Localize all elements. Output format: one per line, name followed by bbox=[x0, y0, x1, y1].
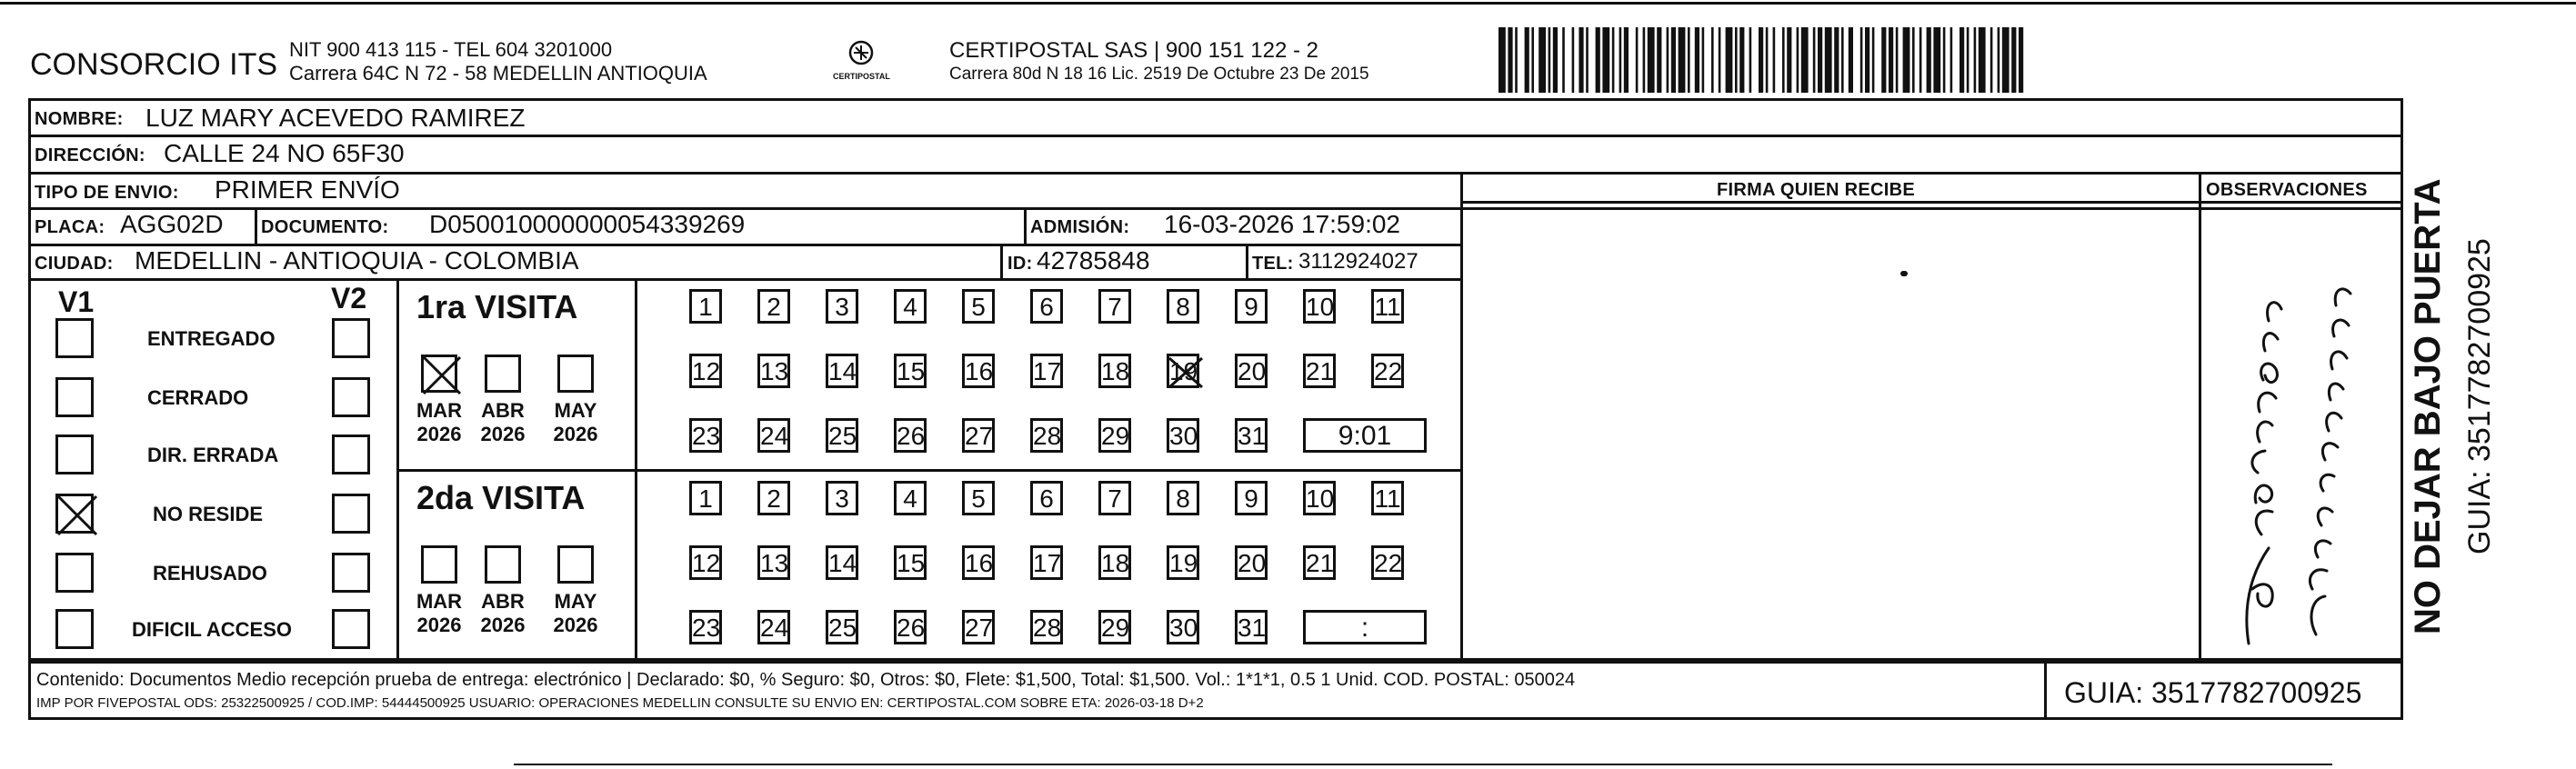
day-box[interactable]: 7 bbox=[1098, 481, 1131, 515]
status-label: ENTREGADO bbox=[147, 327, 276, 350]
ciudad-value: MEDELLIN - ANTIOQUIA - COLOMBIA bbox=[135, 246, 579, 275]
admision-value: 16-03-2026 17:59:02 bbox=[1164, 210, 1400, 238]
day-box[interactable]: 20 bbox=[1235, 545, 1268, 580]
tipo-envio-label: TIPO DE ENVIO: bbox=[35, 183, 179, 203]
signature-mark bbox=[1900, 271, 1908, 276]
placa-label: PLACA: bbox=[35, 217, 105, 237]
day-box[interactable]: 4 bbox=[894, 481, 927, 515]
day-box[interactable]: 7 bbox=[1098, 289, 1131, 324]
v1-checkbox[interactable] bbox=[55, 553, 94, 593]
status-label: NO RESIDE bbox=[153, 503, 264, 525]
month-checkbox-abr[interactable] bbox=[485, 545, 521, 584]
v2-checkbox[interactable] bbox=[332, 609, 370, 649]
day-box[interactable]: 14 bbox=[826, 545, 858, 580]
day-box[interactable]: 31 bbox=[1235, 610, 1268, 644]
month-label: ABR bbox=[481, 399, 525, 422]
day-box[interactable]: 14 bbox=[826, 354, 858, 388]
year-label: 2026 bbox=[553, 614, 598, 636]
month-checkbox-mar[interactable] bbox=[421, 545, 457, 584]
certipostal-license: Carrera 80d N 18 16 Lic. 2519 De Octubre 23 De 2015 bbox=[949, 65, 1369, 84]
month-checkbox-may[interactable] bbox=[557, 545, 594, 584]
day-box[interactable]: 28 bbox=[1030, 418, 1063, 453]
handwritten-observations bbox=[2205, 207, 2401, 657]
day-box[interactable]: 29 bbox=[1098, 418, 1131, 453]
year-label: 2026 bbox=[416, 423, 462, 445]
footer-guia: GUIA: 3517782700925 bbox=[2064, 676, 2362, 709]
company-nit: NIT 900 413 115 - TEL 604 3201000 bbox=[289, 38, 613, 61]
day-box[interactable]: 22 bbox=[1371, 354, 1404, 388]
month-label: MAY bbox=[554, 590, 597, 613]
day-box[interactable]: 22 bbox=[1371, 545, 1404, 580]
v1-checkbox[interactable] bbox=[55, 377, 94, 417]
day-box[interactable]: 13 bbox=[757, 354, 790, 388]
observaciones-header: OBSERVACIONES bbox=[2206, 180, 2368, 200]
v2-checkbox[interactable] bbox=[332, 318, 370, 358]
day-box[interactable]: 30 bbox=[1167, 418, 1199, 453]
status-label: DIR. ERRADA bbox=[147, 444, 279, 466]
day-box[interactable]: 17 bbox=[1030, 354, 1063, 388]
day-box[interactable]: 28 bbox=[1030, 610, 1063, 644]
day-box[interactable]: 15 bbox=[894, 545, 927, 580]
day-box[interactable]: 21 bbox=[1303, 545, 1336, 580]
day-box[interactable]: 26 bbox=[894, 418, 927, 453]
day-box[interactable]: 29 bbox=[1098, 610, 1131, 644]
month-checkbox-may[interactable] bbox=[557, 355, 594, 393]
id-value: 42785848 bbox=[1037, 246, 1150, 275]
day-box[interactable]: 1 bbox=[689, 481, 722, 515]
v1-header: V1 bbox=[58, 285, 95, 318]
day-box[interactable]: 26 bbox=[894, 610, 927, 644]
id-label: ID: bbox=[1007, 254, 1033, 274]
day-box[interactable]: 1 bbox=[689, 289, 722, 324]
time-box[interactable]: : bbox=[1303, 610, 1427, 644]
company-name: CONSORCIO ITS bbox=[30, 47, 278, 82]
day-box[interactable]: 5 bbox=[962, 289, 995, 324]
v2-checkbox[interactable] bbox=[332, 494, 370, 534]
documento-value: D050010000000054339269 bbox=[429, 210, 746, 238]
status-label: REHUSADO bbox=[153, 562, 267, 584]
side-warning: NO DEJAR BAJO PUERTA bbox=[2408, 178, 2448, 634]
nombre-label: NOMBRE: bbox=[35, 109, 124, 129]
month-checkbox-abr[interactable] bbox=[485, 355, 521, 393]
day-box[interactable]: 25 bbox=[826, 610, 858, 644]
status-label: CERRADO bbox=[147, 386, 249, 409]
certipostal-logo bbox=[829, 38, 893, 89]
tipo-envio-value: PRIMER ENVÍO bbox=[215, 175, 400, 204]
v2-checkbox[interactable] bbox=[332, 434, 370, 474]
day-box[interactable]: 16 bbox=[962, 354, 995, 388]
day-box[interactable]: 20 bbox=[1235, 354, 1268, 388]
v2-header: V2 bbox=[331, 282, 367, 315]
day-box[interactable]: 11 bbox=[1371, 481, 1404, 515]
year-label: 2026 bbox=[480, 423, 526, 445]
footer-content-line: Contenido: Documentos Medio recepción prueba de entrega: electrónico | Declarado: $0, % Seguro: $0, Otros: $0, Flete: $1,500, Total: $1,500. Vol.: 1*1*1, 0.5 1 Unid. COD. POSTAL: 050024 bbox=[36, 670, 1576, 690]
status-label: DIFICIL ACCESO bbox=[132, 618, 293, 641]
day-box[interactable]: 19 bbox=[1167, 354, 1199, 388]
logo-text: CERTIPOSTAL bbox=[833, 72, 890, 81]
visit1-title: 1ra VISITA bbox=[416, 288, 578, 325]
day-box[interactable]: 12 bbox=[689, 354, 722, 388]
day-box[interactable]: 9 bbox=[1235, 289, 1268, 324]
day-box[interactable]: 12 bbox=[689, 545, 722, 580]
visit2-title: 2da VISITA bbox=[416, 479, 586, 516]
v1-checkbox[interactable] bbox=[55, 434, 94, 474]
month-checkbox-mar[interactable] bbox=[421, 355, 457, 393]
day-box[interactable]: 5 bbox=[962, 481, 995, 515]
v2-checkbox[interactable] bbox=[332, 377, 370, 417]
footer-print-line: IMP POR FIVEPOSTAL ODS: 25322500925 / COD.IMP: 54444500925 USUARIO: OPERACIONES MEDELLIN CONSULTE SU ENVIO EN: CERTIPOSTAL.COM SOBRE ETA: 2026-03-18 D+2 bbox=[36, 695, 1204, 711]
direccion-value: CALLE 24 NO 65F30 bbox=[164, 139, 405, 167]
side-guia: GUIA: 3517782700925 bbox=[2462, 238, 2497, 554]
day-box[interactable]: 10 bbox=[1303, 481, 1336, 515]
ciudad-label: CIUDAD: bbox=[35, 254, 114, 274]
day-box[interactable]: 11 bbox=[1371, 289, 1404, 324]
documento-label: DOCUMENTO: bbox=[261, 217, 389, 237]
year-label: 2026 bbox=[480, 614, 526, 636]
day-box[interactable]: 18 bbox=[1098, 354, 1131, 388]
time-box[interactable]: 9:01 bbox=[1303, 418, 1427, 453]
day-box[interactable]: 13 bbox=[757, 545, 790, 580]
day-box[interactable]: 30 bbox=[1167, 610, 1199, 644]
day-box[interactable]: 4 bbox=[894, 289, 927, 324]
day-box[interactable]: 3 bbox=[826, 289, 858, 324]
day-box[interactable]: 15 bbox=[894, 354, 927, 388]
day-box[interactable]: 23 bbox=[689, 610, 722, 644]
day-box[interactable]: 31 bbox=[1235, 418, 1268, 453]
day-box[interactable]: 17 bbox=[1030, 545, 1063, 580]
company-address: Carrera 64C N 72 - 58 MEDELLIN ANTIOQUIA bbox=[289, 62, 707, 85]
firma-header: FIRMA QUIEN RECIBE bbox=[1717, 180, 1915, 200]
v2-checkbox[interactable] bbox=[332, 553, 370, 593]
certipostal-info: CERTIPOSTAL SAS | 900 151 122 - 2 bbox=[949, 38, 1318, 63]
admision-label: ADMISIÓN: bbox=[1030, 217, 1130, 237]
day-box[interactable]: 24 bbox=[757, 610, 790, 644]
month-label: ABR bbox=[481, 590, 525, 613]
day-box[interactable]: 2 bbox=[757, 289, 790, 324]
day-box[interactable]: 27 bbox=[962, 418, 995, 453]
month-label: MAY bbox=[554, 399, 597, 422]
nombre-value: LUZ MARY ACEVEDO RAMIREZ bbox=[145, 104, 526, 132]
day-box[interactable]: 25 bbox=[826, 418, 858, 453]
tel-value: 3112924027 bbox=[1298, 249, 1418, 274]
day-box[interactable]: 3 bbox=[826, 481, 858, 515]
v1-checkbox[interactable] bbox=[55, 318, 94, 358]
day-box[interactable]: 2 bbox=[757, 481, 790, 515]
day-box[interactable]: 19 bbox=[1167, 545, 1199, 580]
v1-checkbox[interactable] bbox=[55, 609, 94, 649]
day-box[interactable]: 21 bbox=[1303, 354, 1336, 388]
month-label: MAR bbox=[416, 399, 463, 422]
month-label: MAR bbox=[416, 590, 463, 613]
day-box[interactable]: 23 bbox=[689, 418, 722, 453]
day-box[interactable]: 10 bbox=[1303, 289, 1336, 324]
day-box[interactable]: 8 bbox=[1167, 481, 1199, 515]
tel-label: TEL: bbox=[1252, 254, 1294, 274]
day-box[interactable]: 27 bbox=[962, 610, 995, 644]
v1-checkbox[interactable] bbox=[55, 494, 94, 534]
placa-value: AGG02D bbox=[120, 210, 224, 238]
barcode bbox=[1498, 27, 2226, 93]
day-box[interactable]: 8 bbox=[1167, 289, 1199, 324]
day-box[interactable]: 18 bbox=[1098, 545, 1131, 580]
day-box[interactable]: 24 bbox=[757, 418, 790, 453]
year-label: 2026 bbox=[416, 614, 462, 636]
day-box[interactable]: 6 bbox=[1030, 481, 1063, 515]
day-box[interactable]: 6 bbox=[1030, 289, 1063, 324]
day-box[interactable]: 16 bbox=[962, 545, 995, 580]
day-box[interactable]: 9 bbox=[1235, 481, 1268, 515]
direccion-label: DIRECCIÓN: bbox=[35, 145, 145, 165]
bottom-edge bbox=[514, 764, 2332, 765]
top-border bbox=[0, 2, 2576, 5]
year-label: 2026 bbox=[553, 423, 598, 445]
